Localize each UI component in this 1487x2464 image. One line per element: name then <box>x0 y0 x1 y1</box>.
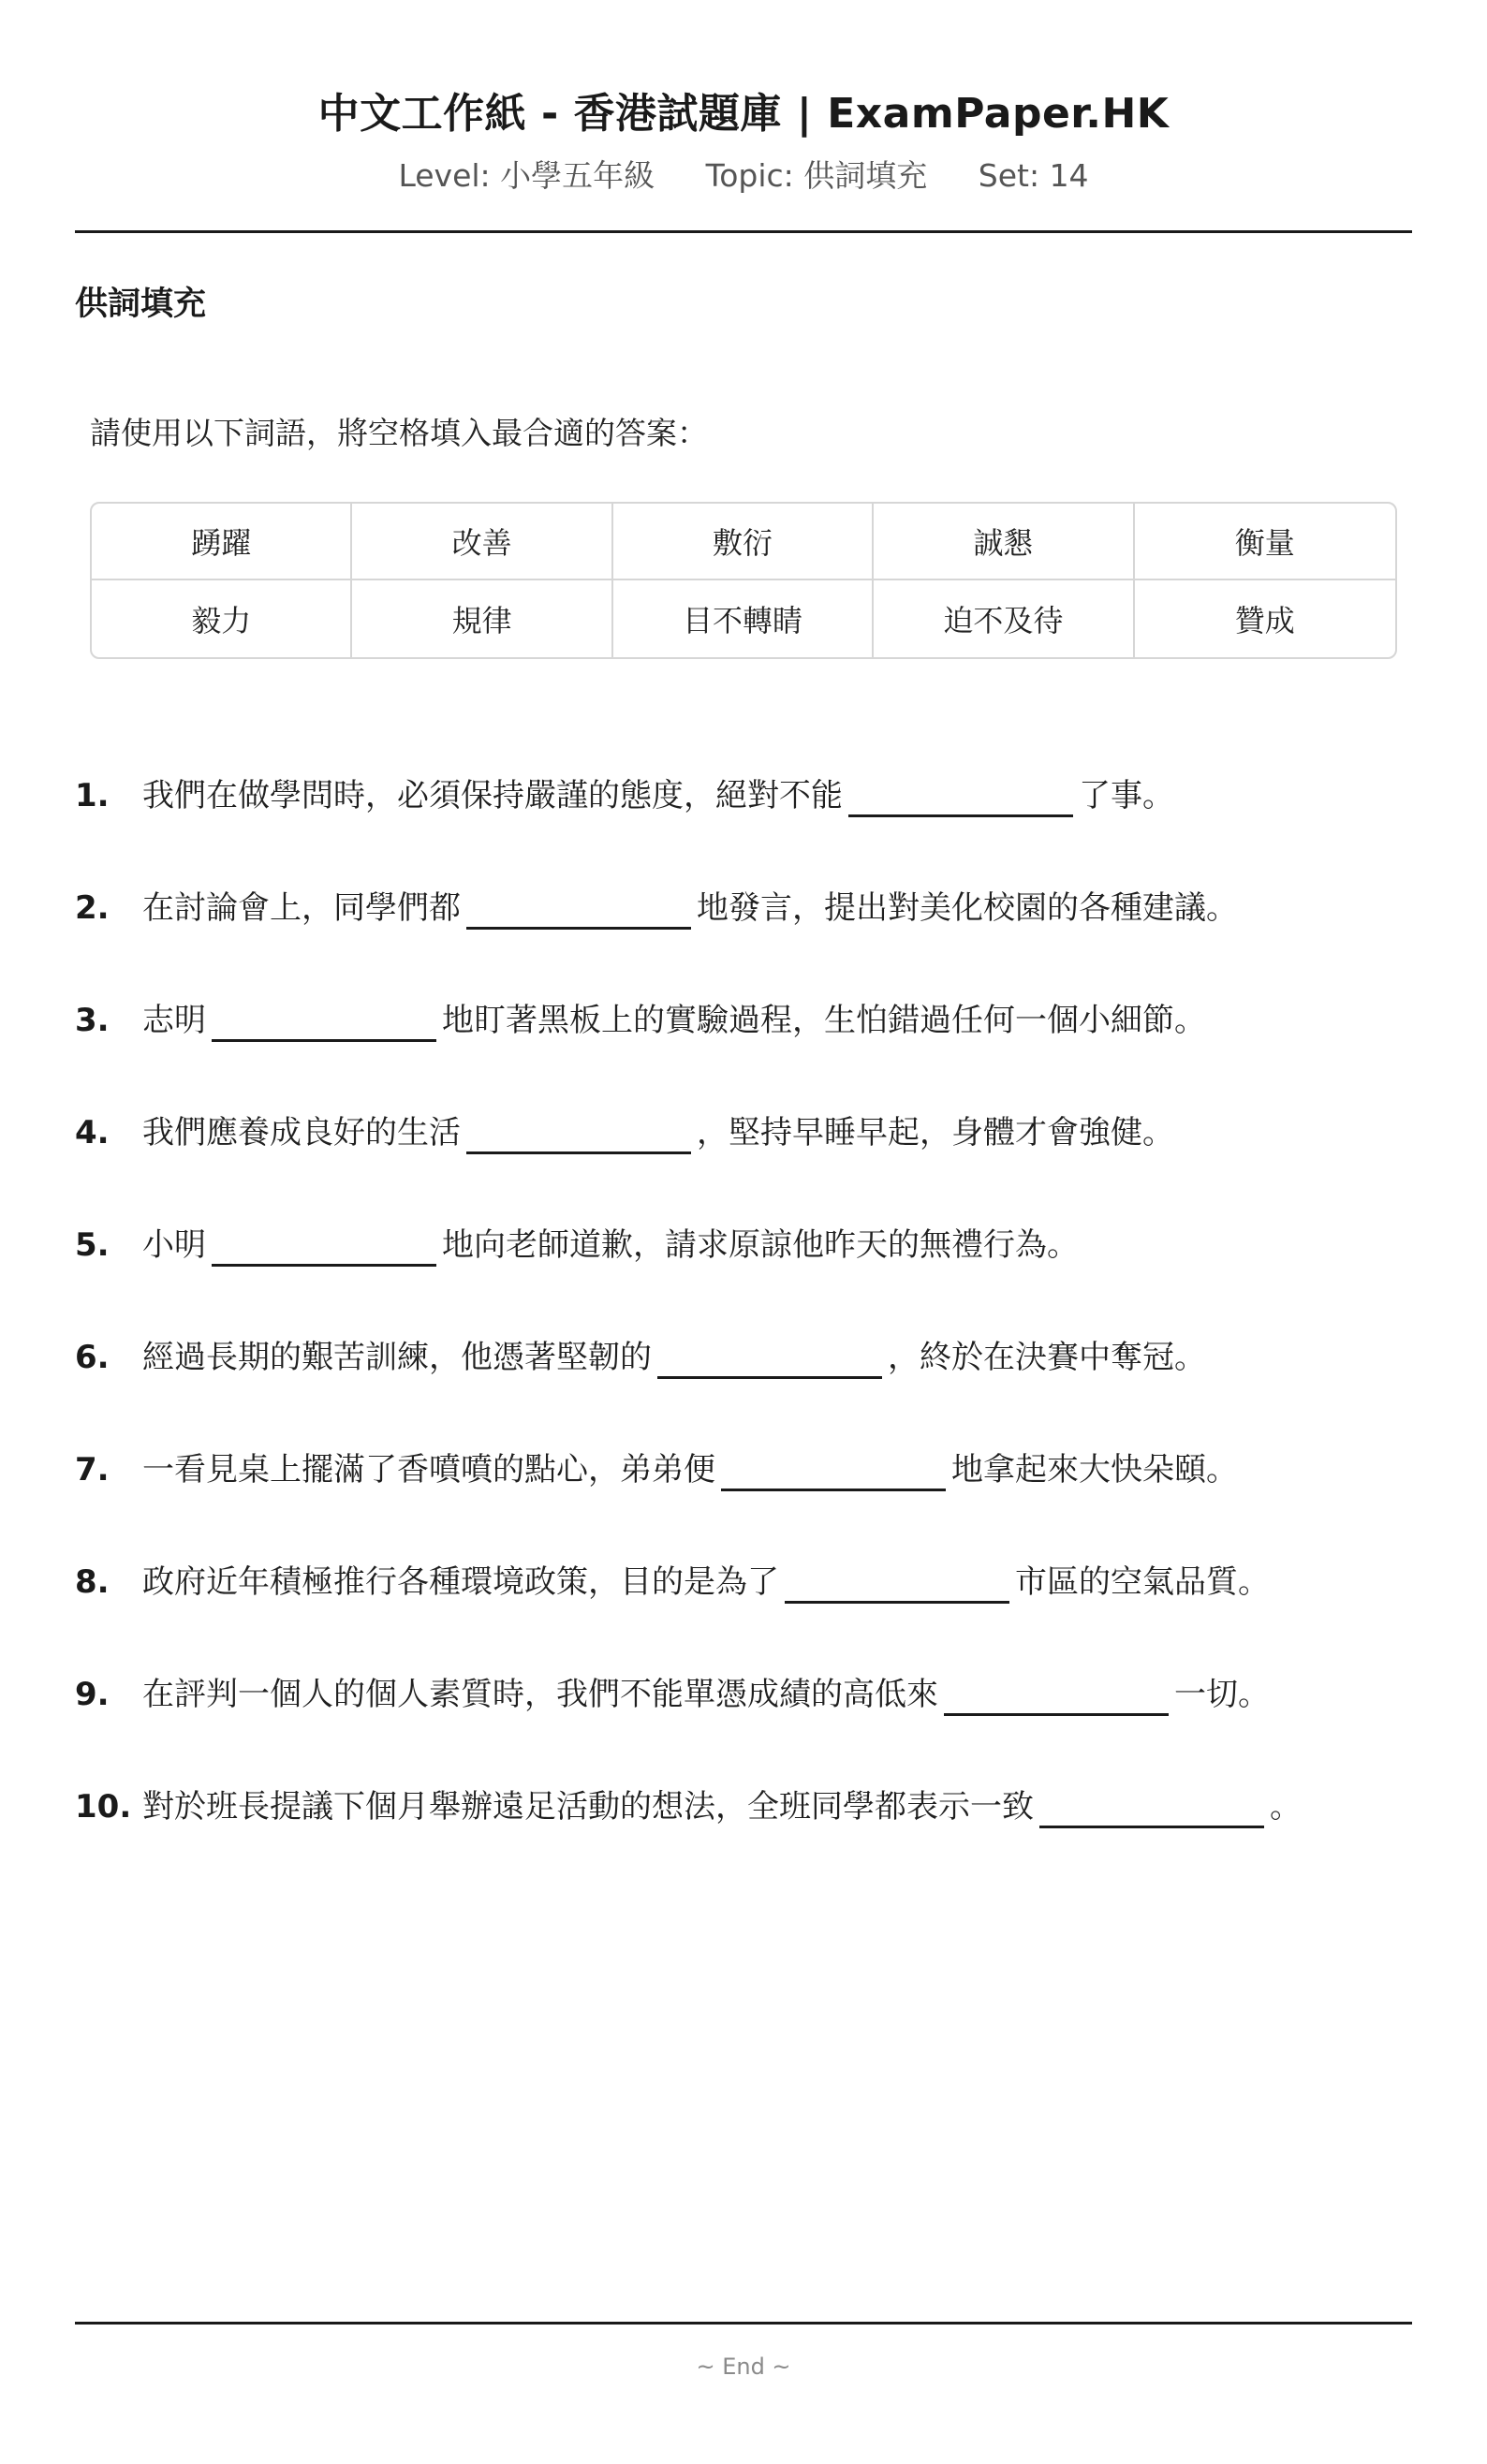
header-divider <box>75 230 1412 233</box>
question-text-after: 地盯著黑板上的實驗過程，生怕錯過任何一個小細節。 <box>442 1002 1206 1039</box>
question-number: 10. <box>75 1788 132 1826</box>
word-bank-cell: 迫不及待 <box>874 580 1134 657</box>
question-text-before: 在評判一個人的個人素質時，我們不能單憑成績的高低來 <box>142 1676 938 1713</box>
question-text <box>142 1666 1270 1723</box>
question-number: 2. <box>75 889 110 927</box>
question-text-after: ，堅持早睡早起，身體才會強健。 <box>697 1114 1174 1151</box>
answer-blank[interactable] <box>785 1560 1009 1604</box>
answer-blank[interactable] <box>657 1335 882 1379</box>
question-text-after: 地拿起來大快朵頤。 <box>951 1451 1238 1489</box>
answer-blank[interactable] <box>212 1223 436 1267</box>
question-list <box>75 768 1412 1891</box>
question-text-before: 政府近年積極推行各種環境政策，目的是為了 <box>142 1563 779 1601</box>
answer-blank[interactable] <box>466 886 691 930</box>
question-text <box>142 1554 1270 1610</box>
section-title: 供詞填充 <box>75 286 207 323</box>
question-text-after: 市區的空氣品質。 <box>1015 1563 1270 1601</box>
question-text-before: 對於班長提議下個月舉辦遠足活動的想法，全班同學都表示一致 <box>142 1788 1034 1826</box>
word-bank-cell: 誠懇 <box>874 504 1134 580</box>
question-text-before: 經過長期的艱苦訓練，他憑著堅韌的 <box>142 1339 652 1376</box>
word-bank-cell: 目不轉睛 <box>613 580 874 657</box>
question-text-after: 一切。 <box>1174 1676 1270 1713</box>
worksheet-page <box>75 0 1412 2464</box>
word-bank-cell: 改善 <box>352 504 612 580</box>
question-item <box>75 1217 1412 1329</box>
page-title: 中文工作紙 - 香港試題庫 | ExamPaper.HK <box>317 90 1170 138</box>
question-text <box>142 992 1206 1049</box>
question-item <box>75 992 1412 1105</box>
worksheet-header <box>75 0 1412 197</box>
question-number: 8. <box>75 1563 110 1601</box>
word-bank-cell: 敷衍 <box>613 504 874 580</box>
footer-divider <box>75 2322 1412 2325</box>
question-text-after: 地發言，提出對美化校園的各種建議。 <box>697 889 1238 927</box>
question-item <box>75 1779 1412 1891</box>
word-bank-cell: 毅力 <box>92 580 352 657</box>
question-text-after: ，終於在決賽中奪冠。 <box>888 1339 1206 1376</box>
answer-blank[interactable] <box>1039 1784 1264 1828</box>
question-item <box>75 1329 1412 1442</box>
question-item <box>75 1554 1412 1666</box>
question-text <box>142 768 1174 824</box>
topic-label: Topic: 供詞填充 <box>705 157 928 194</box>
question-item <box>75 880 1412 992</box>
question-number: 6. <box>75 1339 110 1376</box>
question-text-before: 一看見桌上擺滿了香噴噴的點心，弟弟便 <box>142 1451 715 1489</box>
question-item <box>75 1666 1412 1779</box>
question-text <box>142 880 1238 936</box>
question-text-before: 我們應養成良好的生活 <box>142 1114 461 1151</box>
word-bank-table <box>90 502 1397 659</box>
question-text <box>142 1105 1174 1161</box>
question-text-before: 小明 <box>142 1226 206 1264</box>
level-label: Level: 小學五年級 <box>398 157 655 194</box>
question-text <box>142 1442 1238 1498</box>
word-bank-cell: 衡量 <box>1135 504 1395 580</box>
question-number: 9. <box>75 1676 110 1713</box>
question-text-before: 志明 <box>142 1002 206 1039</box>
answer-blank[interactable] <box>848 773 1073 817</box>
answer-blank[interactable] <box>721 1447 946 1491</box>
question-text-after: 了事。 <box>1079 777 1174 814</box>
question-item <box>75 1442 1412 1554</box>
word-bank-cell: 規律 <box>352 580 612 657</box>
question-number: 7. <box>75 1451 110 1489</box>
question-text-before: 在討論會上，同學們都 <box>142 889 461 927</box>
question-item <box>75 768 1412 880</box>
question-text-after: 。 <box>1270 1788 1302 1826</box>
question-number: 1. <box>75 777 110 814</box>
question-text-before: 我們在做學問時，必須保持嚴謹的態度，絕對不能 <box>142 777 843 814</box>
word-bank-cell: 踴躍 <box>92 504 352 580</box>
word-bank-cell: 贊成 <box>1234 603 1295 638</box>
answer-blank[interactable] <box>466 1110 691 1154</box>
question-item <box>75 1105 1412 1217</box>
set-label: Set: 14 <box>978 157 1089 194</box>
question-number: 5. <box>75 1226 110 1264</box>
answer-blank[interactable] <box>944 1672 1169 1716</box>
question-number: 4. <box>75 1114 110 1151</box>
worksheet-meta <box>75 155 1412 197</box>
question-number: 3. <box>75 1002 110 1039</box>
question-text <box>142 1779 1302 1835</box>
footer-end-text: ~ End ~ <box>696 2354 791 2380</box>
instruction-text: 請使用以下詞語，將空格填入最合適的答案： <box>90 415 708 451</box>
question-text <box>142 1329 1206 1386</box>
question-text-after: 地向老師道歉，請求原諒他昨天的無禮行為。 <box>442 1226 1079 1264</box>
question-text <box>142 1217 1079 1273</box>
answer-blank[interactable] <box>212 998 436 1042</box>
